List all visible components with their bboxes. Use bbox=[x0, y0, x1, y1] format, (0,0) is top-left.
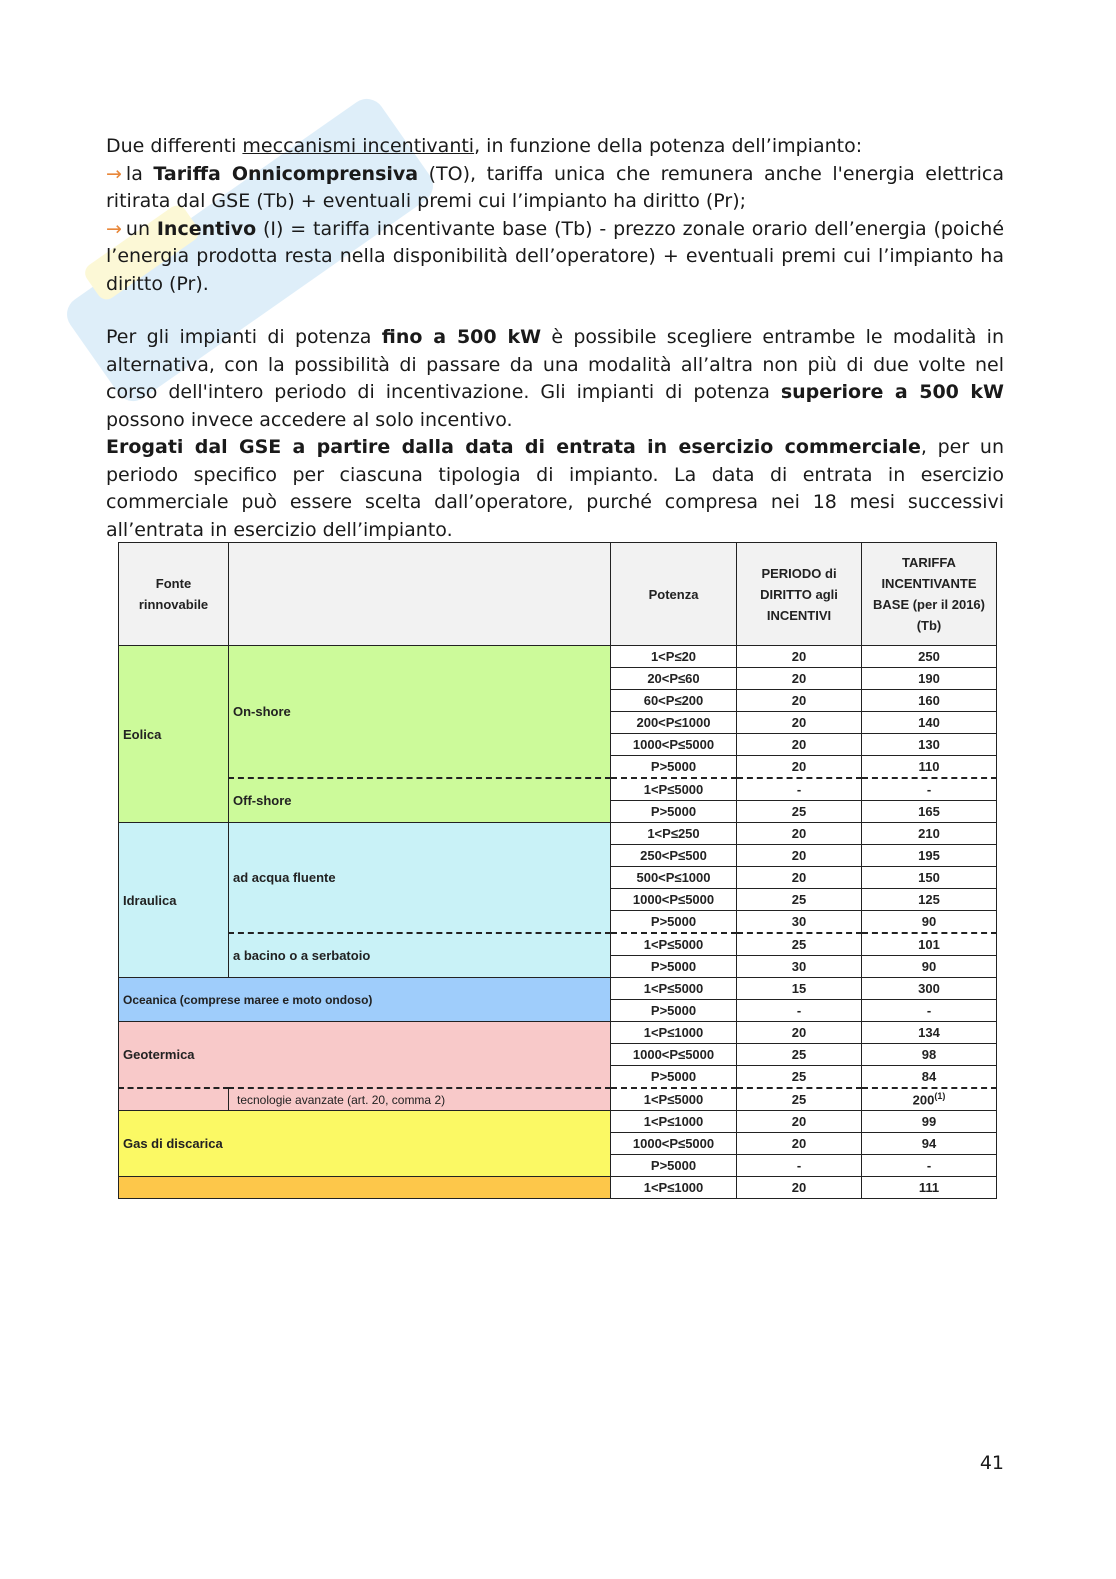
geo-avanzate-label: tecnologie avanzate (art. 20, comma 2) bbox=[229, 1088, 611, 1111]
table-cell: 160 bbox=[862, 690, 997, 712]
table-cell: 1000<P≤5000 bbox=[611, 889, 737, 911]
table-cell: - bbox=[862, 1155, 997, 1177]
table-cell: P>5000 bbox=[611, 1066, 737, 1089]
table-cell: 20 bbox=[737, 734, 862, 756]
table-cell: 20 bbox=[737, 668, 862, 690]
table-cell: 84 bbox=[862, 1066, 997, 1089]
table-cell: 30 bbox=[737, 911, 862, 934]
table-cell: P>5000 bbox=[611, 1000, 737, 1022]
table-cell: 165 bbox=[862, 801, 997, 823]
table-cell: 20 bbox=[737, 845, 862, 867]
group-idraulica: Idraulica bbox=[119, 823, 229, 978]
table-cell: 1<P≤1000 bbox=[611, 1022, 737, 1044]
table-cell: - bbox=[862, 1000, 997, 1022]
table-cell: 101 bbox=[862, 933, 997, 956]
table-cell: 140 bbox=[862, 712, 997, 734]
incentive-table bbox=[118, 542, 996, 1195]
header-blank bbox=[229, 543, 611, 646]
table-cell: 15 bbox=[737, 978, 862, 1000]
header-fonte: Fonte rinnovabile bbox=[119, 543, 229, 646]
table-cell: - bbox=[737, 1155, 862, 1177]
paragraph-incentive-mechanisms: Due differenti meccanismi incentivanti, in funzione della potenza dell’impianto: → la Tariffa Onnicomprensiva (TO), tariffa unica che remunera anche l'energia elettrica ritirata dal GSE (Tb) + eventuali premi cui l’impianto ha diritto (Pr); → un Incentivo (I) = tariffa incentivante base (Tb) - prezzo zonale orario dell’energia (poiché l’energia prodotta resta nella disponibilità dell’operatore) + eventuali premi cui l’impianto ha diritto (Pr). bbox=[106, 135, 1005, 295]
table-cell: 134 bbox=[862, 1022, 997, 1044]
table-cell: 200<P≤1000 bbox=[611, 712, 737, 734]
header-periodo: PERIODO di DIRITTO agli INCENTIVI bbox=[737, 543, 862, 646]
table-cell: 300 bbox=[862, 978, 997, 1000]
table-cell: P>5000 bbox=[611, 1155, 737, 1177]
table-cell: 250<P≤500 bbox=[611, 845, 737, 867]
table-cell: 1000<P≤5000 bbox=[611, 1133, 737, 1155]
meccanismi-link[interactable]: meccanismi incentivanti bbox=[242, 135, 475, 157]
table-header-row bbox=[119, 543, 997, 646]
table-row bbox=[119, 1022, 997, 1044]
header-tariffa: TARIFFA INCENTIVANTE BASE (per il 2016) (Tb) bbox=[862, 543, 997, 646]
table-cell: 1<P≤20 bbox=[611, 646, 737, 668]
table-cell: P>5000 bbox=[611, 801, 737, 823]
table-cell: 130 bbox=[862, 734, 997, 756]
table-cell: 60<P≤200 bbox=[611, 690, 737, 712]
table-cell: 25 bbox=[737, 801, 862, 823]
table-cell: 1000<P≤5000 bbox=[611, 734, 737, 756]
table-row bbox=[119, 1088, 997, 1111]
group-eolica: Eolica bbox=[119, 646, 229, 823]
table-cell: 25 bbox=[737, 933, 862, 956]
table-row bbox=[119, 823, 997, 845]
table-cell: 20 bbox=[737, 1133, 862, 1155]
table-row bbox=[119, 1111, 997, 1133]
table-cell: 25 bbox=[737, 1088, 862, 1111]
group-oceanica: Oceanica (comprese maree e moto ondoso) bbox=[119, 978, 611, 1022]
table-cell: 94 bbox=[862, 1133, 997, 1155]
table-cell: 1<P≤1000 bbox=[611, 1111, 737, 1133]
table-cell: 90 bbox=[862, 911, 997, 934]
table-cell: 1000<P≤5000 bbox=[611, 1044, 737, 1066]
table-cell: 20 bbox=[737, 867, 862, 889]
table-cell: 90 bbox=[862, 956, 997, 978]
table-cell: 99 bbox=[862, 1111, 997, 1133]
table-cell: 30 bbox=[737, 956, 862, 978]
table-cell: 1<P≤1000 bbox=[611, 1177, 737, 1199]
table-cell: - bbox=[862, 778, 997, 801]
table-cell: 210 bbox=[862, 823, 997, 845]
table-cell: 1<P≤5000 bbox=[611, 978, 737, 1000]
table-cell: 20 bbox=[737, 646, 862, 668]
sub-fluente: ad acqua fluente bbox=[229, 823, 611, 934]
table-cell: 500<P≤1000 bbox=[611, 867, 737, 889]
table-cell: 1<P≤5000 bbox=[611, 1088, 737, 1111]
table-cell: 111 bbox=[862, 1177, 997, 1199]
table-cell: 20 bbox=[737, 756, 862, 779]
table-cell: 98 bbox=[862, 1044, 997, 1066]
header-potenza: Potenza bbox=[611, 543, 737, 646]
table-cell: P>5000 bbox=[611, 911, 737, 934]
table-cell: P>5000 bbox=[611, 956, 737, 978]
sub-onshore: On-shore bbox=[229, 646, 611, 779]
footnote-marker: (1) bbox=[934, 1091, 946, 1102]
table-cell: 25 bbox=[737, 889, 862, 911]
table-cell: 20 bbox=[737, 1111, 862, 1133]
table-cell: 125 bbox=[862, 889, 997, 911]
table-cell: 25 bbox=[737, 1044, 862, 1066]
group-gas-discarica: Gas di discarica bbox=[119, 1111, 611, 1177]
table-cell: 20<P≤60 bbox=[611, 668, 737, 690]
table-cell: 1<P≤5000 bbox=[611, 778, 737, 801]
table-cell: P>5000 bbox=[611, 756, 737, 779]
table-row bbox=[119, 978, 997, 1000]
table-cell: 20 bbox=[737, 690, 862, 712]
table-row bbox=[119, 933, 997, 956]
table-cell: 20 bbox=[737, 712, 862, 734]
table-cell: 20 bbox=[737, 823, 862, 845]
table-cell: 25 bbox=[737, 1066, 862, 1089]
table-row bbox=[119, 1177, 997, 1199]
table-cell: - bbox=[737, 778, 862, 801]
table-cell: - bbox=[737, 1000, 862, 1022]
paragraph-power-limits: Per gli impianti di potenza fino a 500 kW è possibile scegliere entrambe le modalità in alternativa, con la possibilità di passare da una modalità all’altra non più di due volte nel corso dell'intero periodo di incentivazione. Gli impianti di potenza superiore a 500 kW possono invece accedere al solo incentivo. Erogati dal GSE a partire dalla data di entrata in esercizio commerciale, per un periodo specifico per ciascuna tipologia di impianto. La data di entrata in esercizio commerciale può essere scelta dall’operatore, purché compresa nei 18 mesi successivi all’entrata in esercizio dell’impianto. bbox=[106, 326, 1005, 541]
table-cell: 195 bbox=[862, 845, 997, 867]
table-cell: 200$^{(1)}$ bbox=[862, 1088, 997, 1111]
table-row bbox=[119, 778, 997, 801]
table-cell: 1<P≤250 bbox=[611, 823, 737, 845]
table-cell: 110 bbox=[862, 756, 997, 779]
page-number: 41 bbox=[979, 1452, 1004, 1474]
arrow-icon: → bbox=[106, 162, 122, 185]
arrow-icon: → bbox=[106, 217, 122, 240]
table-row bbox=[119, 646, 997, 668]
table-cell: 1<P≤5000 bbox=[611, 933, 737, 956]
table-cell: 250 bbox=[862, 646, 997, 668]
table-cell: 150 bbox=[862, 867, 997, 889]
table-cell: 190 bbox=[862, 668, 997, 690]
table-cell: 20 bbox=[737, 1177, 862, 1199]
sub-offshore: Off-shore bbox=[229, 778, 611, 823]
sub-bacino: a bacino o a serbatoio bbox=[229, 933, 611, 978]
group-geotermica: Geotermica bbox=[119, 1022, 611, 1089]
table-cell: 20 bbox=[737, 1022, 862, 1044]
